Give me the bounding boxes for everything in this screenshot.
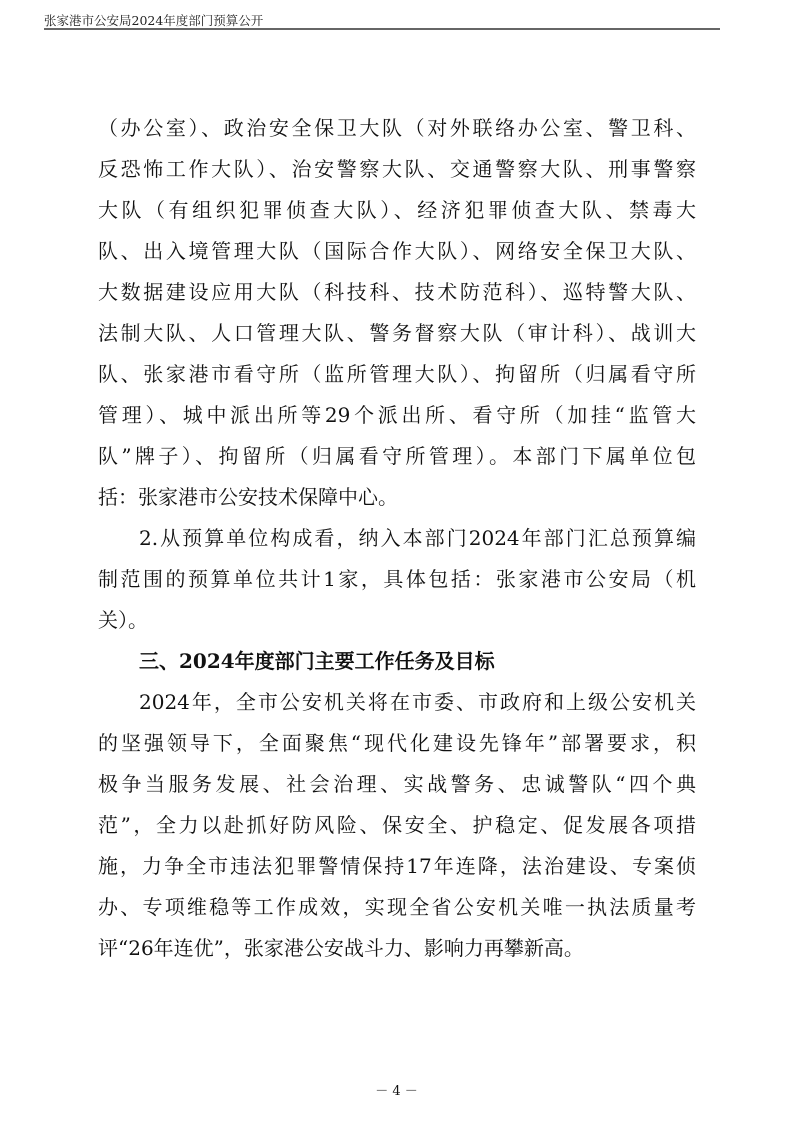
header-rule <box>44 28 720 30</box>
paragraph <box>98 682 696 969</box>
text-line: 办、专项维稳等工作成效，实现全省公安机关唯一执法质量考 <box>98 895 696 919</box>
text-line: 括：张家港市公安技术保障中心。 <box>98 485 398 509</box>
text-line: 队”牌子）、拘留所（归属看守所管理）。本部门下属单位包 <box>98 444 696 468</box>
text-line: 范”，全力以赴抓好防风险、保安全、护稳定、促发展各项措 <box>98 813 696 837</box>
paragraph <box>98 518 696 641</box>
text-line: 反恐怖工作大队）、治安警察大队、交通警察大队、刑事警察 <box>98 157 696 181</box>
section-heading <box>98 641 696 682</box>
text-line: 队、张家港市看守所（监所管理大队）、拘留所（归属看守所 <box>98 362 696 386</box>
text-line: 大数据建设应用大队（科技科、技术防范科）、巡特警大队、 <box>98 280 696 304</box>
running-header: 张家港市公安局2024年度部门预算公开 <box>44 13 264 28</box>
text-line: 三、2024年度部门主要工作任务及目标 <box>139 649 495 673</box>
text-line: 施，力争全市违法犯罪警情保持17年连降，法治建设、专案侦 <box>98 854 696 878</box>
text-line: 关）。 <box>98 608 148 632</box>
text-line: 2.从预算单位构成看，纳入本部门2024年部门汇总预算编 <box>139 526 696 550</box>
text-line: 管理）、城中派出所等29个派出所、看守所（加挂“监管大 <box>98 403 696 427</box>
text-line: 极争当服务发展、社会治理、实战警务、忠诚警队“四个典 <box>98 772 696 796</box>
text-line: 2024年，全市公安机关将在市委、市政府和上级公安机关 <box>139 690 696 714</box>
text-line: 制范围的预算单位共计1家，具体包括：张家港市公安局（机 <box>98 567 696 591</box>
document-body <box>98 108 696 969</box>
text-line: 评“26年连优”，张家港公安战斗力、影响力再攀新高。 <box>98 936 584 960</box>
text-line: 大队（有组织犯罪侦查大队）、经济犯罪侦查大队、禁毒大 <box>98 198 696 222</box>
paragraph <box>98 108 696 518</box>
text-line: 的坚强领导下，全面聚焦“现代化建设先锋年”部署要求，积 <box>98 731 696 755</box>
text-line: 队、出入境管理大队（国际合作大队）、网络安全保卫大队、 <box>98 239 696 263</box>
page-number: － 4 － <box>375 1084 418 1099</box>
text-line: （办公室）、政治安全保卫大队（对外联络办公室、警卫科、 <box>98 116 696 140</box>
text-line: 法制大队、人口管理大队、警务督察大队（审计科）、战训大 <box>98 321 696 345</box>
